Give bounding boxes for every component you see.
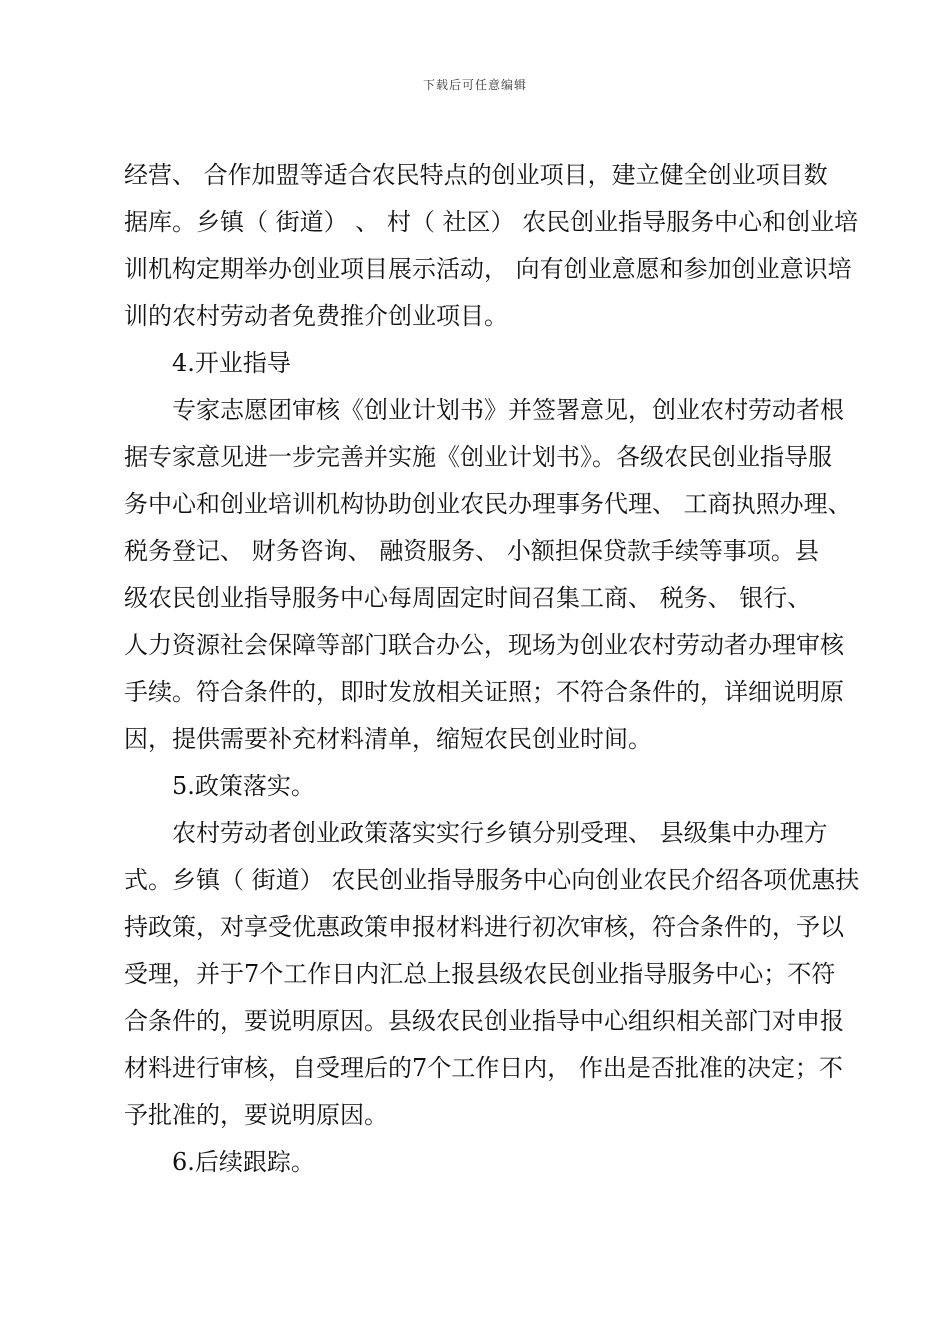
paragraph-line: 训的农村劳动者免费推介创业项目。: [124, 302, 508, 330]
paragraph-line: 予批准的，要说明原因。: [124, 1101, 388, 1129]
paragraph-line: 受理，并于7个工作日内汇总上报县级农民创业指导服务中心；不符: [124, 960, 836, 988]
paragraph-line: 因，提供需要补充材料清单，缩短农民创业时间。: [124, 725, 652, 753]
paragraph-line: 农村劳动者创业政策落实实行乡镇分别受理、 县级集中办理方: [172, 819, 828, 847]
paragraph-line: 持政策，对享受优惠政策申报材料进行初次审核，符合条件的，予以: [124, 913, 844, 941]
paragraph-line: 级农民创业指导服务中心每周固定时间召集工商、 税务、 银行、: [124, 584, 812, 612]
paragraph-line: 据库。乡镇（ 街道） 、 村（ 社区） 农民创业指导服务中心和创业培: [124, 208, 859, 236]
paragraph-line: 经营、 合作加盟等适合农民特点的创业项目，建立健全创业项目数: [124, 161, 828, 189]
paragraph-line: 人力资源社会保障等部门联合办公，现场为创业农村劳动者办理审核: [124, 631, 844, 659]
document-body: [124, 152, 860, 1186]
section-heading: 4.开业指导: [172, 349, 291, 377]
paragraph-line: 据专家意见进一步完善并实施《创业计划书》。各级农民创业指导服: [124, 443, 832, 471]
paragraph-line: 税务登记、 财务咨询、 融资服务、 小额担保贷款手续等事项。县: [124, 537, 819, 565]
paragraph-line: 手续。符合条件的，即时发放相关证照；不符合条件的，详细说明原: [124, 678, 844, 706]
paragraph-line: 材料进行审核，自受理后的7个工作日内， 作出是否批准的决定；不: [124, 1054, 843, 1082]
paragraph-line: 合条件的，要说明原因。县级农民创业指导中心组织相关部门对申报: [124, 1007, 844, 1035]
paragraph-line: 务中心和创业培训机构协助创业农民办理事务代理、 工商执照办理、: [124, 490, 852, 518]
paragraph-line: 专家志愿团审核《创业计划书》并签署意见，创业农村劳动者根: [172, 396, 844, 424]
section-heading: 5.政策落实。: [172, 772, 315, 800]
paragraph-line: 式。乡镇（ 街道） 农民创业指导服务中心向创业农民介绍各项优惠扶: [124, 866, 860, 894]
section-heading: 6.后续跟踪。: [172, 1148, 315, 1176]
paragraph-line: 训机构定期举办创业项目展示活动， 向有创业意愿和参加创业意识培: [124, 255, 852, 283]
page-header: 下载后可任意编辑: [422, 78, 527, 92]
